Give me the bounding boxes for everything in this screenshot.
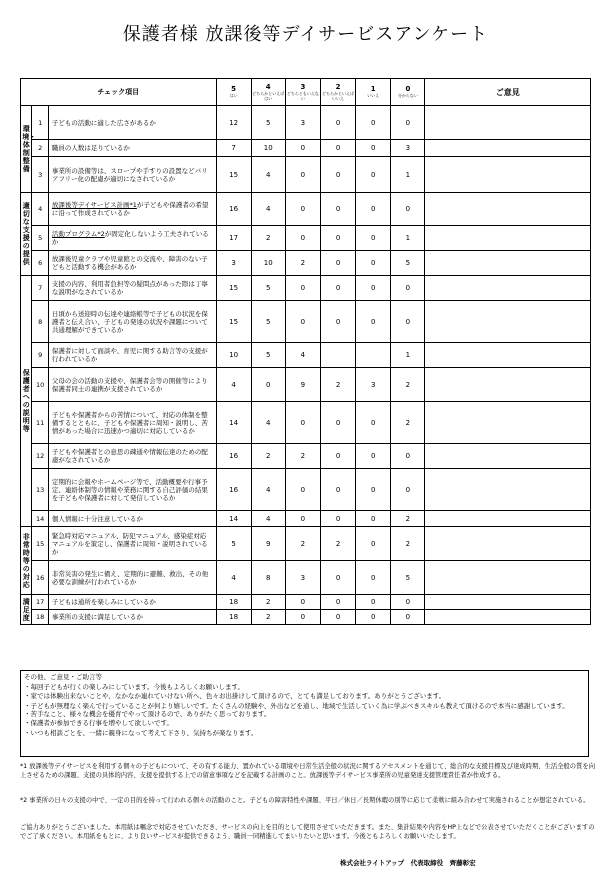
item-text: 放課後児童クラブや児童館との交流や、障害のない子どもと活動する機会があるか: [48, 251, 216, 276]
table-row: [21, 193, 591, 226]
count-cell: 0: [356, 251, 391, 276]
count-cell: 2: [391, 511, 425, 527]
count-cell: 0: [320, 193, 355, 226]
count-cell: 0: [320, 140, 355, 157]
opinion-cell: [425, 343, 591, 368]
count-cell: 15: [216, 276, 251, 301]
count-cell: 9: [285, 368, 320, 402]
item-text: 子どもや保護者との意思の疎通や情報伝達のための配慮がなされているか: [48, 444, 216, 469]
item-text: 子どもは通所を楽しみにしているか: [48, 595, 216, 610]
item-number: 13: [32, 469, 49, 511]
count-cell: 0: [356, 527, 391, 561]
table-row: [21, 343, 591, 368]
count-cell: 0: [320, 301, 355, 343]
opinion-cell: [425, 469, 591, 511]
table-row: [21, 368, 591, 402]
count-cell: 0: [320, 595, 355, 610]
comment-line: ・保護者が参加できる行事を増やして欲しいです。: [24, 719, 173, 728]
count-cell: 4: [216, 561, 251, 595]
count-cell: 5: [216, 527, 251, 561]
count-cell: 2: [391, 402, 425, 444]
count-cell: 0: [391, 106, 425, 140]
count-cell: 0: [285, 469, 320, 511]
count-cell: 2: [320, 527, 355, 561]
count-cell: 15: [216, 301, 251, 343]
item-number: 1: [32, 106, 49, 140]
header-opinion: ご意見: [425, 79, 591, 106]
item-number: 18: [32, 610, 49, 625]
item-number: 2: [32, 140, 49, 157]
count-cell: 0: [320, 251, 355, 276]
header-score-2: 2 どちらかといえばいいえ: [320, 79, 355, 106]
opinion-cell: [425, 402, 591, 444]
item-number: 12: [32, 444, 49, 469]
count-cell: 5: [391, 561, 425, 595]
count-cell: 0: [285, 301, 320, 343]
count-cell: 0: [356, 595, 391, 610]
item-number: 11: [32, 402, 49, 444]
count-cell: 0: [285, 157, 320, 193]
count-cell: 0: [320, 402, 355, 444]
count-cell: 2: [285, 527, 320, 561]
count-cell: 0: [356, 226, 391, 251]
count-cell: 3: [391, 140, 425, 157]
item-text: 職員の人数は足りているか: [48, 140, 216, 157]
opinion-cell: [425, 251, 591, 276]
table-row: [21, 402, 591, 444]
count-cell: 5: [251, 276, 285, 301]
opinion-cell: [425, 157, 591, 193]
count-cell: 0: [251, 368, 285, 402]
count-cell: 0: [356, 276, 391, 301]
item-text: 定期的に会報やホームページ等で、活動概要や行事予定、連絡体制等の情報や業務に関する自己評価の結果を子どもや保護者に対して発信しているか: [48, 469, 216, 511]
count-cell: 2: [285, 251, 320, 276]
count-cell: 0: [285, 595, 320, 610]
item-text: 事業所の支援に満足しているか: [48, 610, 216, 625]
opinion-cell: [425, 193, 591, 226]
count-cell: 4: [251, 157, 285, 193]
count-cell: 0: [285, 193, 320, 226]
header-score-1: 1 いいえ: [356, 79, 391, 106]
group-label: 満足度: [21, 595, 32, 625]
item-number: 15: [32, 527, 49, 561]
count-cell: 4: [251, 469, 285, 511]
survey-table: [20, 78, 591, 625]
table-row: [21, 561, 591, 595]
count-cell: 0: [356, 561, 391, 595]
count-cell: 0: [391, 301, 425, 343]
table-row: [21, 469, 591, 511]
count-cell: 2: [285, 444, 320, 469]
table-row: [21, 106, 591, 140]
item-text: 日頃から送迎時の伝達や連絡帳等で子どもの状況を保護者と伝え合い、子どもの発達の状況や課題について共通理解ができているか: [48, 301, 216, 343]
header-score-3: 3 どちらともいえない: [285, 79, 320, 106]
count-cell: [356, 343, 391, 368]
item-text: 非常災害の発生に備え、定期的に避難、救出、その他必要な訓練が行われているか: [48, 561, 216, 595]
count-cell: 0: [356, 610, 391, 625]
item-text: 個人情報に十分注意しているか: [48, 511, 216, 527]
count-cell: 4: [251, 511, 285, 527]
count-cell: 17: [216, 226, 251, 251]
count-cell: 15: [216, 157, 251, 193]
count-cell: 12: [216, 106, 251, 140]
count-cell: 2: [320, 368, 355, 402]
table-row: [21, 595, 591, 610]
count-cell: 4: [251, 402, 285, 444]
count-cell: 0: [320, 561, 355, 595]
count-cell: 3: [285, 106, 320, 140]
count-cell: 2: [251, 226, 285, 251]
count-cell: 5: [251, 301, 285, 343]
count-cell: 0: [356, 193, 391, 226]
count-cell: 0: [391, 595, 425, 610]
table-row: [21, 140, 591, 157]
item-number: 5: [32, 226, 49, 251]
count-cell: 0: [391, 469, 425, 511]
count-cell: 4: [216, 368, 251, 402]
count-cell: 0: [320, 444, 355, 469]
comments-box: [20, 670, 589, 757]
count-cell: 10: [251, 140, 285, 157]
count-cell: 2: [251, 610, 285, 625]
item-text: 緊急時対応マニュアル、防犯マニュアル、感染症対応マニュアルを策定し、保護者に周知・説明されているか: [48, 527, 216, 561]
item-text: 事業所の設備等は、スロープや手すりの設置などバリアフリー化の配慮が適切になされているか: [48, 157, 216, 193]
count-cell: 0: [320, 276, 355, 301]
count-cell: 10: [251, 251, 285, 276]
count-cell: 0: [285, 402, 320, 444]
count-cell: 0: [356, 402, 391, 444]
item-number: 9: [32, 343, 49, 368]
header-score-0: 0 分からない: [391, 79, 425, 106]
count-cell: 0: [320, 469, 355, 511]
count-cell: 4: [285, 343, 320, 368]
count-cell: 16: [216, 444, 251, 469]
count-cell: 0: [356, 511, 391, 527]
count-cell: 0: [320, 106, 355, 140]
item-text: 子どもや保護者からの苦情について、対応の体制を整備するとともに、子どもや保護者に周知・説明し、苦情があった場合に迅速かつ適切に対応しているか: [48, 402, 216, 444]
header-check-item: チェック項目: [21, 79, 217, 106]
opinion-cell: [425, 226, 591, 251]
table-row: [21, 527, 591, 561]
count-cell: 16: [216, 193, 251, 226]
footnote-1: *1 放課後等デイサービスを利用する個々の子どもについて、その有する能力、置かれている環境や日常生活全般の状況に関するアセスメントを通じて、総合的な支援目標及び達成時期、生活全般の質を向上させるための課題、支援の具体的内容、支援を提供する上での留意事項などを記載する計画のこと。放課後等デイサービス事業所の児童発達支援管理責任者が作成する。: [20, 763, 595, 779]
count-cell: 1: [391, 343, 425, 368]
table-row: [21, 610, 591, 625]
count-cell: 1: [391, 157, 425, 193]
group-label: 適切な支援の提供: [21, 193, 32, 276]
count-cell: 2: [251, 595, 285, 610]
count-cell: 0: [320, 511, 355, 527]
opinion-cell: [425, 444, 591, 469]
item-number: 4: [32, 193, 49, 226]
comment-line: ・子どもが無理なく楽んで行っていることが何より嬉しいです。たくさんの経験や、外出などを通し、地域で生活していく為に学ぶべきスキルも教えて頂けるので本当に感謝しています。: [24, 701, 569, 710]
count-cell: 0: [356, 301, 391, 343]
table-row: [21, 301, 591, 343]
signature: 株式会社ライトアップ 代表取締役 齊藤彰宏: [340, 859, 476, 867]
count-cell: 14: [216, 511, 251, 527]
opinion-cell: [425, 610, 591, 625]
footnote-2: *2 事業所の日々の支援の中で、一定の目的を持って行われる個々の活動のこと。子どもの障害特性や課題、平日／休日／長期休暇の別等に応じて柔軟に組み合わせて実施されることが想定されている。: [20, 797, 590, 804]
count-cell: 0: [285, 610, 320, 625]
table-row: [21, 276, 591, 301]
count-cell: 16: [216, 469, 251, 511]
opinion-cell: [425, 595, 591, 610]
count-cell: 0: [356, 140, 391, 157]
count-cell: 3: [356, 368, 391, 402]
count-cell: 1: [391, 226, 425, 251]
count-cell: 2: [391, 527, 425, 561]
group-label: 非常時等の対応: [21, 527, 32, 595]
opinion-cell: [425, 276, 591, 301]
count-cell: 0: [285, 140, 320, 157]
count-cell: 0: [356, 157, 391, 193]
count-cell: 5: [251, 106, 285, 140]
table-row: [21, 251, 591, 276]
item-text: 支援の内容、利用者負担等の疑問点があった際は丁寧な説明がなされているか: [48, 276, 216, 301]
count-cell: 5: [251, 343, 285, 368]
count-cell: [320, 343, 355, 368]
item-number: 7: [32, 276, 49, 301]
count-cell: 0: [356, 444, 391, 469]
count-cell: 0: [391, 444, 425, 469]
count-cell: 0: [320, 157, 355, 193]
count-cell: 14: [216, 402, 251, 444]
header-score-4: 4 どちらかといえばはい: [251, 79, 285, 106]
item-text: 放課後等デイサービス計画*1が子どもや保護者の希望に沿って作成されているか: [48, 193, 216, 226]
count-cell: 0: [356, 469, 391, 511]
count-cell: 0: [391, 610, 425, 625]
count-cell: 3: [285, 561, 320, 595]
comment-line: ・苦手なこと、様々な機会を優育でやって頂けるので、ありがたく思っております。: [24, 709, 271, 718]
count-cell: 0: [285, 226, 320, 251]
count-cell: 5: [391, 251, 425, 276]
count-cell: 18: [216, 610, 251, 625]
count-cell: 0: [285, 511, 320, 527]
item-text: 父母の会の活動の支援や、保護者会等の開催等により保護者同士の連携が支援されているか: [48, 368, 216, 402]
opinion-cell: [425, 527, 591, 561]
comment-line: ・家では体験出来ないことや、なかなか連れていけない所へ、色々お出掛けして頂けるので、とても満足しております。ありがとうございます。: [24, 692, 446, 701]
opinion-cell: [425, 140, 591, 157]
opinion-cell: [425, 301, 591, 343]
count-cell: 3: [216, 251, 251, 276]
comments-heading: その他、ご意見・ご助言等: [24, 673, 102, 681]
comment-line: ・いつも相談ごとを、一緒に親身になって考えて下さり、気持ちが楽なります。: [24, 728, 258, 737]
table-row: [21, 511, 591, 527]
item-number: 6: [32, 251, 49, 276]
opinion-cell: [425, 106, 591, 140]
table-row: [21, 226, 591, 251]
group-label: 保護者への説明等: [21, 276, 32, 527]
item-number: 3: [32, 157, 49, 193]
count-cell: 9: [251, 527, 285, 561]
count-cell: 0: [320, 610, 355, 625]
count-cell: 0: [356, 106, 391, 140]
table-row: [21, 157, 591, 193]
count-cell: 10: [216, 343, 251, 368]
header-score-5: 5 はい: [216, 79, 251, 106]
opinion-cell: [425, 511, 591, 527]
count-cell: 0: [391, 276, 425, 301]
count-cell: 0: [391, 193, 425, 226]
count-cell: 2: [251, 444, 285, 469]
count-cell: 18: [216, 595, 251, 610]
item-text: 子どもの活動に適した広さがあるか: [48, 106, 216, 140]
item-number: 17: [32, 595, 49, 610]
count-cell: 7: [216, 140, 251, 157]
item-number: 14: [32, 511, 49, 527]
page-title: 保護者様 放課後等デイサービスアンケート: [122, 24, 489, 45]
item-number: 8: [32, 301, 49, 343]
item-number: 10: [32, 368, 49, 402]
item-text: 保護者に対して面談や、育児に関する助言等の支援が行われているか: [48, 343, 216, 368]
count-cell: 4: [251, 193, 285, 226]
closing-message: ご協力ありがとうございました。本用紙は嘱念で対応させていただき、サービスの向上を目的として使用させていただきます。また、集計結果や内容をHP上などで公表させていただくことがございますのでご了承ください。本用紙をもとに、より良いサービスが提供できるよう、職員一同精進してまいりたいと思います。今後ともよろしくお願いいたします。: [20, 824, 595, 840]
opinion-cell: [425, 561, 591, 595]
count-cell: 0: [285, 276, 320, 301]
group-label: 環境・体制整備: [21, 106, 32, 193]
comment-line: ・毎回子どもが行くの楽しみにしています。今後もよろしくお願いします。: [24, 682, 244, 691]
table-row: [21, 444, 591, 469]
item-text: 活動プログラム*2が固定化しないよう工夫されているか: [48, 226, 216, 251]
count-cell: 0: [320, 226, 355, 251]
opinion-cell: [425, 368, 591, 402]
count-cell: 2: [391, 368, 425, 402]
item-number: 16: [32, 561, 49, 595]
count-cell: 8: [251, 561, 285, 595]
